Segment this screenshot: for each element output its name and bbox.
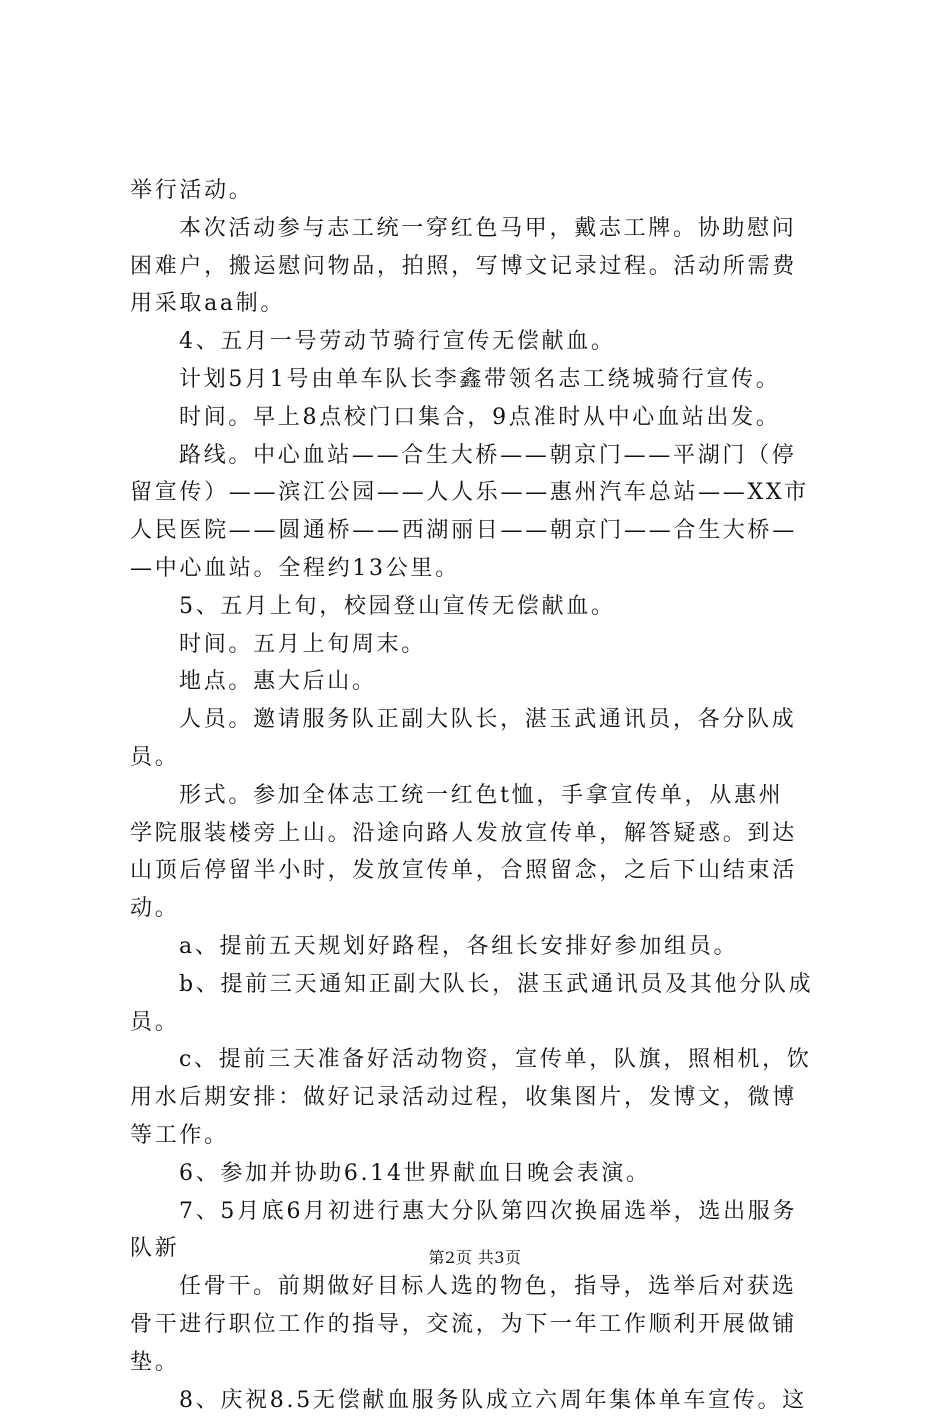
text-line: 5、五月上旬，校园登山宣传无偿献血。 bbox=[130, 588, 830, 626]
text-line: 用水后期安排：做好记录活动过程，收集图片，发博文，微博 bbox=[130, 1079, 830, 1117]
text-line: 留宣传）——滨江公园——人人乐——惠州汽车总站——XX市 bbox=[130, 474, 830, 512]
text-line: 形式。参加全体志工统一红色t恤，手拿宣传单，从惠州 bbox=[130, 777, 830, 815]
text-line: 时间。五月上旬周末。 bbox=[130, 626, 830, 664]
text-line: 困难户，搬运慰问物品，拍照，写博文记录过程。活动所需费 bbox=[130, 248, 830, 286]
text-line: 垫。 bbox=[130, 1344, 830, 1382]
text-line: 学院服装楼旁上山。沿途向路人发放宣传单，解答疑惑。到达 bbox=[130, 815, 830, 853]
text-line: 7、5月底6月初进行惠大分队第四次换届选举，选出服务 bbox=[130, 1193, 830, 1231]
text-line: —中心血站。全程约13公里。 bbox=[130, 550, 830, 588]
text-line: b、提前三天通知正副大队长，湛玉武通讯员及其他分队成 bbox=[130, 966, 830, 1004]
page-footer: 第2页 共3页 bbox=[0, 1245, 950, 1268]
text-line: 地点。惠大后山。 bbox=[130, 663, 830, 701]
text-line: 人员。邀请服务队正副大队长，湛玉武通讯员，各分队成 bbox=[130, 701, 830, 739]
text-line: 队新 bbox=[130, 1230, 830, 1268]
text-line: 员。 bbox=[130, 739, 830, 777]
text-line: 动。 bbox=[130, 890, 830, 928]
text-line: 6、参加并协助6.14世界献血日晚会表演。 bbox=[130, 1155, 830, 1193]
text-line: 等工作。 bbox=[130, 1117, 830, 1155]
text-line: 举行活动。 bbox=[130, 172, 830, 210]
text-line: 员。 bbox=[130, 1004, 830, 1042]
text-line: c、提前三天准备好活动物资，宣传单，队旗，照相机，饮 bbox=[130, 1041, 830, 1079]
text-line: 本次活动参与志工统一穿红色马甲，戴志工牌。协助慰问 bbox=[130, 210, 830, 248]
text-line: 4、五月一号劳动节骑行宣传无偿献血。 bbox=[130, 323, 830, 361]
text-line: 计划5月1号由单车队长李鑫带领名志工绕城骑行宣传。 bbox=[130, 361, 830, 399]
document-body bbox=[130, 172, 830, 1419]
text-line: 人民医院——圆通桥——西湖丽日——朝京门——合生大桥— bbox=[130, 512, 830, 550]
text-line: 山顶后停留半小时，发放宣传单，合照留念，之后下山结束活 bbox=[130, 852, 830, 890]
text-line: a、提前五天规划好路程，各组长安排好参加组员。 bbox=[130, 928, 830, 966]
text-line: 骨干进行职位工作的指导，交流，为下一年工作顺利开展做铺 bbox=[130, 1306, 830, 1344]
text-line: 8、庆祝8.5无偿献血服务队成立六周年集体单车宣传。这 bbox=[130, 1382, 830, 1419]
text-line: 时间。早上8点校门口集合，9点准时从中心血站出发。 bbox=[130, 399, 830, 437]
text-line: 任骨干。前期做好目标人选的物色，指导，选举后对获选 bbox=[130, 1268, 830, 1306]
text-line: 用采取aa制。 bbox=[130, 285, 830, 323]
text-line: 路线。中心血站——合生大桥——朝京门——平湖门（停 bbox=[130, 437, 830, 475]
